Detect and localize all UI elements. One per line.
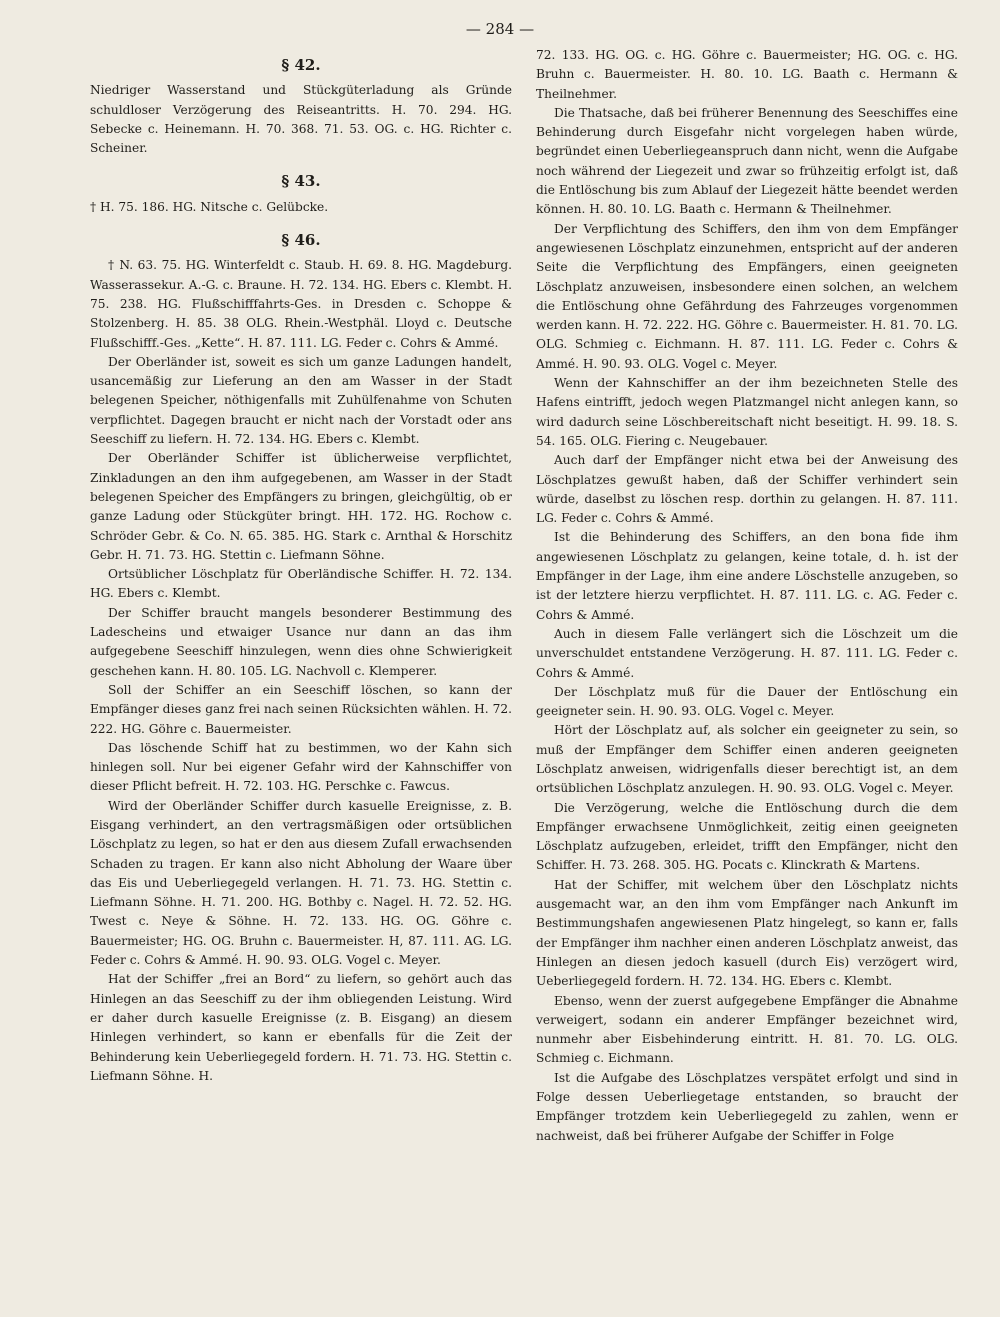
paragraph: Das löschende Schiff hat zu bestimmen, wo der Kahn sich hinlegen soll. Nur bei eigener Gefahr wird der Kahnschiffer von dieser Pflicht befreit. H. 72. 103. HG. Perschke c. Fawcus. — [90, 740, 512, 794]
paragraph: Hat der Schiffer „frei an Bord“ zu liefern, so gehört auch das Hinlegen an das Seeschiff zu der ihm obliegenden Leistung. Wird er daher durch kasuelle Ereignisse (z. B. Eisgang) an diesem Hinlegen verhindert, so kann er ebenfalls für die Zeit der Behinderung kein Ueberliegegeld fordern. H. 71. 73. HG. Stettin c. Liefmann Söhne. H. — [90, 972, 512, 1083]
left-column — [90, 46, 512, 1146]
paragraph: Auch darf der Empfänger nicht etwa bei der Anweisung des Löschplatzes gewußt haben, daß der Schiffer verhindert sein würde, daselbst zu löschen resp. dorthin zu gelangen. H. 87. 111. LG. Feder c. Cohrs & Ammé. — [536, 453, 958, 526]
section-heading-46: § 46. — [281, 231, 321, 250]
paragraph: Der Oberländer ist, soweit es sich um ganze Ladungen handelt, usancemäßig zur Lieferung an den am Wasser in der Stadt belegenen Speicher, nöthigenfalls mit Zuhülfenahme von Schuten verpflichtet. Dagegen braucht er nicht nach der Vorstadt oder ans Seeschiff zu liefern. H. 72. 134. HG. Ebers c. Klembt. — [90, 354, 512, 447]
two-column-body — [90, 46, 958, 1146]
paragraph: † H. 75. 186. HG. Nitsche c. Gelübcke. — [90, 199, 329, 214]
paragraph: † N. 63. 75. HG. Winterfeldt c. Staub. H. 69. 8. HG. Magdeburg. Wasserassekur. A.-G. c. Braune. H. 72. 134. HG. Ebers c. Klembt. H. 75. 238. HG. Flußschifffahrts-Ges. in Dresden c. Schoppe & Stolzenberg. H. 85. 38 OLG. Rhein.-Westphäl. Lloyd c. Deutsche Flußschifff.-Ges. „Kette“. H. 87. 111. LG. Feder c. Cohrs & Ammé. — [90, 258, 512, 350]
paragraph: Ist die Behinderung des Schiffers, an den bona fide ihm angewiesenen Löschplatz zu gelangen, keine totale, d. h. ist der Empfänger in der Lage, ihm eine andere Löschstelle anzugeben, so ist der letztere hierzu verpflichtet. H. 87. 111. LG. c. AG. Feder c. Cohrs & Ammé. — [536, 530, 958, 622]
paragraph: Ist die Aufgabe des Löschplatzes verspätet erfolgt und sind in Folge dessen Ueberliegetage entstanden, so braucht der Empfänger trotzdem kein Ueberliegegeld zu zahlen, wenn er nachweist, daß bei früherer Aufgabe der Schiffer in Folge — [536, 1070, 958, 1143]
paragraph: Die Verzögerung, welche die Entlöschung durch die dem Empfänger erwachsene Unmöglichkeit, zeitig einen geeigneten Löschplatz aufzugeben, erleidet, trifft den Empfänger, nicht den Schiffer. H. 73. 268. 305. HG. Pocats c. Klinckrath & Martens. — [536, 800, 958, 873]
paragraph: Soll der Schiffer an ein Seeschiff löschen, so kann der Empfänger dieses ganz frei nach seinen Rücksichten wählen. H. 72. 222. HG. Göhre c. Bauermeister. — [90, 682, 512, 736]
section-heading-42: § 42. — [281, 56, 321, 74]
paragraph: Der Löschplatz muß für die Dauer der Entlöschung ein geeigneter sein. H. 90. 93. OLG. Vogel c. Meyer. — [536, 684, 958, 719]
paragraph: Der Oberländer Schiffer ist üblicherweise verpflichtet, Zinkladungen an den ihm aufgegebenen, am Wasser in der Stadt belegenen Speicher des Empfängers zu bringen, gleichgültig, ob er ganze Ladung oder Stückgüter bringt. HH. 172. HG. Rochow c. Schröder Gebr. & Co. N. 65. 385. HG. Stark c. Arnthal & Horschitz Gebr. H. 71. 73. HG. Stettin c. Liefmann Söhne. — [90, 451, 512, 562]
paragraph: Hört der Löschplatz auf, als solcher ein geeigneter zu sein, so muß der Empfänger dem Schiffer einen anderen geeigneten Löschplatz anweisen, widrigenfalls dieser berechtigt ist, an dem ortsüblichen Löschplatz anzulegen. H. 90. 93. OLG. Vogel c. Meyer. — [536, 723, 958, 796]
paragraph: Wird der Oberländer Schiffer durch kasuelle Ereignisse, z. B. Eisgang verhindert, an den vertragsmäßigen oder ortsüblichen Löschplatz zu legen, so hat er den aus diesem Zufall erwachsenden Schaden zu tragen. Er kann also nicht Abholung der Waare über das Eis und Ueberliegegeld verlangen. H. 71. 73. HG. Stettin c. Liefmann Söhne. H. 71. 200. HG. Bothby c. Nagel. H. 72. 52. HG. Twest c. Neye & Söhne. H. 72. 133. HG. OG. Göhre c. Bauermeister; HG. OG. Bruhn c. Bauermeister. H, 87. 111. AG. LG. Feder c. Cohrs & Ammé. H. 90. 93. OLG. Vogel c. Meyer. — [90, 798, 512, 968]
page-number: — 284 — — [465, 20, 535, 38]
section-heading-43: § 43. — [281, 172, 321, 191]
paragraph: Der Verpflichtung des Schiffers, den ihm von dem Empfänger angewiesenen Löschplatz einzunehmen, entspricht auf der anderen Seite die Verpflichtung des Empfängers, einen geeigneten Löschplatz anzuweisen, insbesondere einen solchen, an welchem die Entlöschung ohne Gefährdung des Fahrzeuges vorgenommen werden kann. H. 72. 222. HG. Göhre c. Bauermeister. H. 81. 70. LG. OLG. Schmieg c. Eichmann. H. 87. 111. LG. Feder c. Cohrs & Ammé. H. 90. 93. OLG. Vogel c. Meyer. — [536, 221, 958, 371]
paragraph: Die Thatsache, daß bei früherer Benennung des Seeschiffes eine Behinderung durch Eisgefahr nicht vorgelegen haben würde, begründet einen Ueberliegeanspruch dann nicht, wenn die Aufgabe noch während der Liegezeit und zwar so frühzeitig erfolgt ist, daß die Entlöschung bis zum Ablauf der Liegezeit hätte beendet werden können. H. 80. 10. LG. Baath c. Hermann & Theilnehmer. — [536, 105, 958, 217]
paragraph: Ebenso, wenn der zuerst aufgegebene Empfänger die Abnahme verweigert, sodann ein anderer Empfänger bezeichnet wird, nunmehr aber Eisbehinderung eintritt. H. 81. 70. LG. OLG. Schmieg c. Eichmann. — [536, 993, 958, 1066]
paragraph: Niedriger Wasserstand und Stückgüterladung als Gründe schuldloser Verzögerung des Reiseantritts. H. 70. 294. HG. Sebecke c. Heinemann. H. 70. 368. 71. 53. OG. c. HG. Richter c. Scheiner. — [90, 83, 512, 156]
paragraph: Der Schiffer braucht mangels besonderer Bestimmung des Ladescheins und etwaiger Usance nur dann an das ihm aufgegebene Seeschiff hinzulegen, wenn dies ohne Schwierigkeit geschehen kann. H. 80. 105. LG. Nachvoll c. Klemperer. — [90, 605, 512, 678]
paragraph: 72. 133. HG. OG. c. HG. Göhre c. Bauermeister; HG. OG. c. HG. Bruhn c. Bauermeister. H. 80. 10. LG. Baath c. Hermann & Theilnehmer. — [536, 48, 958, 101]
right-column — [536, 46, 958, 1146]
paragraph: Ortsüblicher Löschplatz für Oberländische Schiffer. H. 72. 134. HG. Ebers c. Klembt. — [90, 567, 512, 601]
paragraph: Hat der Schiffer, mit welchem über den Löschplatz nichts ausgemacht war, an den ihm vom Empfänger nach Ankunft im Bestimmungshafen angewiesenen Platz hingelegt, so kann er, falls der Empfänger ihm nachher einen anderen Löschplatz anweist, das Hinlegen an diesen jedoch kasuell (durch Eis) verzögert wird, Ueberliegegeld fordern. H. 72. 134. HG. Ebers c. Klembt. — [536, 877, 958, 989]
paragraph: Auch in diesem Falle verlängert sich die Löschzeit um die unverschuldet entstandene Verzögerung. H. 87. 111. LG. Feder c. Cohrs & Ammé. — [536, 626, 958, 680]
paragraph: Wenn der Kahnschiffer an der ihm bezeichneten Stelle des Hafens eintrifft, jedoch wegen Platzmangel nicht anlegen kann, so wird dadurch seine Löschbereitschaft nicht beseitigt. H. 99. 18. S. 54. 165. OLG. Fiering c. Neugebauer. — [536, 376, 958, 448]
